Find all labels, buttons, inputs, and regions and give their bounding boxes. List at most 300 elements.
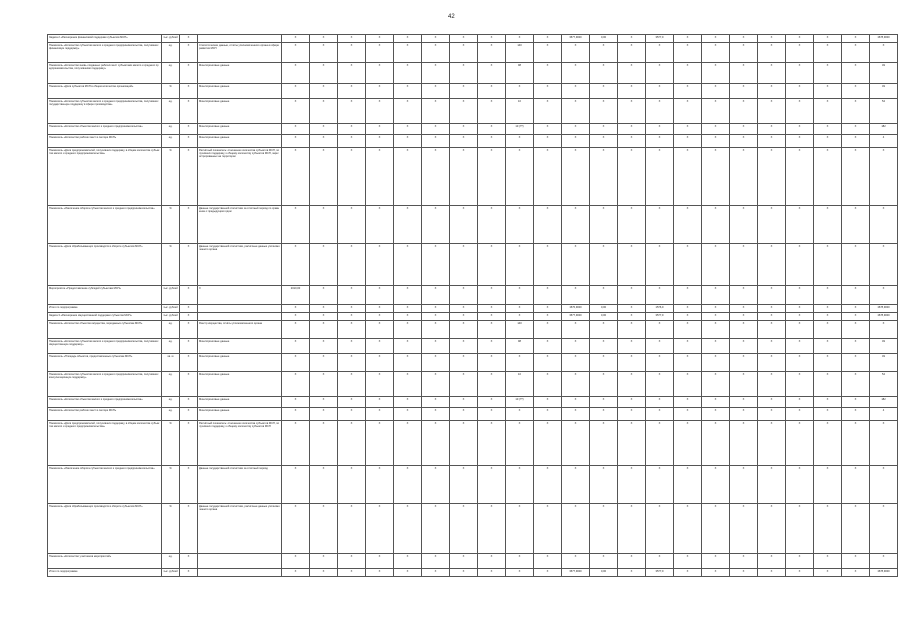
unit-cell: ед. <box>162 554 180 569</box>
value-cell: X <box>478 321 506 339</box>
value-cell: X <box>338 286 366 305</box>
value-cell: X <box>366 148 394 206</box>
row-name-cell: Показатель «Количество рабочих мест в секторе МСП» <box>48 135 162 148</box>
code-cell: X <box>180 148 198 206</box>
value-cell: X <box>590 372 618 397</box>
value-cell: X <box>702 124 730 135</box>
value-cell: X <box>450 148 478 206</box>
value-cell: 140 <box>506 43 534 63</box>
value-cell: X <box>534 124 562 135</box>
value-cell: X <box>786 148 814 206</box>
row-name-cell: Показатель «Количество рабочих мест в секторе МСП» <box>48 408 162 421</box>
method-cell <box>198 569 282 577</box>
value-cell: X <box>730 124 758 135</box>
value-cell: 10 (??) <box>506 397 534 408</box>
value-cell: X <box>394 408 422 421</box>
value-cell: X <box>478 372 506 397</box>
value-cell: X <box>338 84 366 99</box>
value-cell: X <box>842 321 870 339</box>
value-cell: X <box>282 124 310 135</box>
value-cell: X <box>366 504 394 554</box>
value-cell: X <box>366 569 394 577</box>
value-cell: X <box>702 84 730 99</box>
value-cell: X <box>310 99 338 124</box>
value-cell: X <box>618 286 646 305</box>
value-cell: X <box>702 148 730 206</box>
method-cell: Данные государственной статистики за отчётный период <box>198 466 282 504</box>
method-cell: Данные государственной статистики, расчётные данные уполномоченного органа <box>198 244 282 286</box>
value-cell: X <box>310 421 338 466</box>
value-cell: X <box>282 84 310 99</box>
value-cell: X <box>786 554 814 569</box>
unit-cell: тыс. рублей <box>162 569 180 577</box>
value-cell: X <box>394 372 422 397</box>
value-cell: X <box>814 99 842 124</box>
value-cell: X <box>674 554 702 569</box>
value-cell: X <box>618 135 646 148</box>
method-cell: Мониторинговые данные <box>198 124 282 135</box>
value-cell: X <box>394 244 422 286</box>
code-cell: X <box>180 43 198 63</box>
value-cell: X <box>394 466 422 504</box>
value-cell: X <box>702 135 730 148</box>
value-cell: X <box>310 554 338 569</box>
value-cell: X <box>870 466 898 504</box>
value-cell: X <box>646 504 674 554</box>
value-cell: X <box>646 466 674 504</box>
value-cell: X <box>394 313 422 321</box>
row-name-cell: Показатель «Количество объектов малого и среднего предпринимательства» <box>48 397 162 408</box>
value-cell: X <box>702 421 730 466</box>
value-cell: X <box>282 354 310 372</box>
value-cell: X <box>730 206 758 244</box>
value-cell: X <box>730 135 758 148</box>
value-cell: X <box>842 408 870 421</box>
unit-cell: ед. <box>162 372 180 397</box>
value-cell: 49 <box>870 63 898 84</box>
row-name-cell: Показатель «Количество объектов имущества, переданных субъектам МСП» <box>48 321 162 339</box>
value-cell: X <box>450 305 478 313</box>
value-cell: X <box>310 35 338 43</box>
value-cell: X <box>506 305 534 313</box>
value-cell: X <box>646 63 674 84</box>
row-name-cell: Показатель «Доля обрабатывающих производств в обороте субъектов МСП» <box>48 244 162 286</box>
value-cell: X <box>338 148 366 206</box>
value-cell: X <box>702 354 730 372</box>
value-cell: X <box>282 135 310 148</box>
value-cell: X <box>478 305 506 313</box>
value-cell: X <box>758 554 786 569</box>
table-row <box>48 408 898 421</box>
value-cell: X <box>534 321 562 339</box>
value-cell: X <box>394 321 422 339</box>
method-cell: Мониторинговые данные <box>198 84 282 99</box>
value-cell: X <box>730 99 758 124</box>
method-cell: Мониторинговые данные <box>198 135 282 148</box>
value-cell: X <box>534 63 562 84</box>
value-cell: X <box>674 466 702 504</box>
value-cell: X <box>618 313 646 321</box>
row-name-cell: Мероприятие «Предоставление субсидий субъектам МСП» <box>48 286 162 305</box>
value-cell: X <box>758 408 786 421</box>
value-cell: X <box>618 148 646 206</box>
value-cell: 3577,9000 <box>562 569 590 577</box>
table-row <box>48 372 898 397</box>
value-cell: X <box>282 63 310 84</box>
value-cell: 49 <box>870 84 898 99</box>
unit-cell: тыс. рублей <box>162 313 180 321</box>
value-cell: X <box>758 84 786 99</box>
value-cell: X <box>282 466 310 504</box>
value-cell: X <box>338 504 366 554</box>
page-number: 42 <box>448 14 455 20</box>
value-cell: X <box>478 421 506 466</box>
value-cell: X <box>422 63 450 84</box>
value-cell: X <box>450 408 478 421</box>
value-cell: X <box>814 372 842 397</box>
value-cell: X <box>814 569 842 577</box>
unit-cell: % <box>162 148 180 206</box>
value-cell: X <box>366 466 394 504</box>
value-cell: X <box>366 354 394 372</box>
value-cell: X <box>562 421 590 466</box>
value-cell: X <box>422 124 450 135</box>
value-cell: X <box>534 35 562 43</box>
value-cell: X <box>814 135 842 148</box>
value-cell: 182 <box>870 397 898 408</box>
value-cell: X <box>842 397 870 408</box>
value-cell: X <box>758 354 786 372</box>
value-cell: X <box>758 569 786 577</box>
value-cell: X <box>814 35 842 43</box>
value-cell: X <box>674 35 702 43</box>
value-cell: X <box>842 339 870 354</box>
value-cell: X <box>450 569 478 577</box>
value-cell: X <box>506 354 534 372</box>
value-cell: X <box>758 124 786 135</box>
value-cell: X <box>646 206 674 244</box>
value-cell: X <box>646 124 674 135</box>
value-cell: 10 <box>506 372 534 397</box>
value-cell: 98 <box>506 63 534 84</box>
table-row <box>48 554 898 569</box>
value-cell: X <box>282 99 310 124</box>
value-cell: X <box>814 339 842 354</box>
value-cell: X <box>562 286 590 305</box>
value-cell: X <box>534 286 562 305</box>
code-cell: X <box>180 135 198 148</box>
value-cell: X <box>338 397 366 408</box>
value-cell: X <box>618 244 646 286</box>
method-cell <box>198 305 282 313</box>
value-cell: X <box>562 554 590 569</box>
value-cell: X <box>674 244 702 286</box>
value-cell: X <box>842 99 870 124</box>
value-cell: X <box>366 421 394 466</box>
method-cell: Мониторинговые данные <box>198 339 282 354</box>
value-cell: X <box>338 354 366 372</box>
unit-cell: ед. <box>162 99 180 124</box>
code-cell: X <box>180 421 198 466</box>
value-cell: 1578,9000 <box>870 569 898 577</box>
row-name-cell: Показатель «Количество вновь созданных рабочих мест субъектами малого и среднего предпринимательства, получившими поддержку» <box>48 63 162 84</box>
value-cell: X <box>730 554 758 569</box>
value-cell: X <box>366 305 394 313</box>
value-cell: X <box>394 124 422 135</box>
value-cell: X <box>338 35 366 43</box>
value-cell: X <box>366 99 394 124</box>
value-cell: X <box>310 135 338 148</box>
value-cell: X <box>366 554 394 569</box>
table-row <box>48 244 898 286</box>
value-cell: X <box>478 43 506 63</box>
value-cell: X <box>870 286 898 305</box>
value-cell: X <box>674 124 702 135</box>
code-cell: X <box>180 504 198 554</box>
value-cell: X <box>450 372 478 397</box>
value-cell: X <box>590 63 618 84</box>
value-cell: X <box>758 148 786 206</box>
value-cell: X <box>562 206 590 244</box>
value-cell: X <box>702 43 730 63</box>
value-cell: X <box>422 339 450 354</box>
value-cell: X <box>786 135 814 148</box>
value-cell: X <box>282 421 310 466</box>
value-cell: X <box>562 124 590 135</box>
value-cell: X <box>730 43 758 63</box>
table-row <box>48 305 898 313</box>
value-cell: X <box>814 554 842 569</box>
value-cell: X <box>338 99 366 124</box>
value-cell: X <box>394 135 422 148</box>
value-cell: X <box>562 321 590 339</box>
value-cell: X <box>310 408 338 421</box>
value-cell: X <box>786 63 814 84</box>
value-cell: X <box>506 313 534 321</box>
value-cell: X <box>562 354 590 372</box>
value-cell: X <box>506 421 534 466</box>
value-cell: X <box>366 286 394 305</box>
value-cell: X <box>814 466 842 504</box>
value-cell: X <box>842 148 870 206</box>
method-cell: Данные государственной статистики за отчётный период по сравнению с предыдущим годом <box>198 206 282 244</box>
value-cell: X <box>282 554 310 569</box>
value-cell: X <box>646 421 674 466</box>
value-cell: X <box>478 504 506 554</box>
value-cell: 0,00 <box>590 305 618 313</box>
value-cell: X <box>646 135 674 148</box>
value-cell: X <box>702 35 730 43</box>
value-cell: X <box>618 466 646 504</box>
value-cell: X <box>870 504 898 554</box>
value-cell: X <box>478 313 506 321</box>
value-cell: 1578,9000 <box>870 35 898 43</box>
value-cell: X <box>702 408 730 421</box>
value-cell: X <box>422 99 450 124</box>
unit-cell: % <box>162 466 180 504</box>
value-cell: X <box>786 354 814 372</box>
value-cell: X <box>814 354 842 372</box>
value-cell: X <box>786 286 814 305</box>
value-cell: 3577,9000 <box>562 35 590 43</box>
value-cell: X <box>310 321 338 339</box>
method-cell: Мониторинговые данные <box>198 354 282 372</box>
value-cell: X <box>646 321 674 339</box>
value-cell: X <box>450 244 478 286</box>
value-cell: X <box>422 408 450 421</box>
value-cell: X <box>394 305 422 313</box>
value-cell: 54 <box>870 372 898 397</box>
table-row <box>48 99 898 124</box>
value-cell: X <box>814 397 842 408</box>
value-cell: X <box>562 84 590 99</box>
value-cell: X <box>758 244 786 286</box>
value-cell: X <box>786 206 814 244</box>
method-cell <box>198 554 282 569</box>
value-cell: X <box>870 554 898 569</box>
code-cell: X <box>180 244 198 286</box>
value-cell: X <box>310 63 338 84</box>
table-row <box>48 148 898 206</box>
value-cell: X <box>562 339 590 354</box>
value-cell: X <box>730 466 758 504</box>
value-cell: X <box>394 504 422 554</box>
value-cell: X <box>310 244 338 286</box>
value-cell: X <box>506 504 534 554</box>
value-cell: X <box>702 206 730 244</box>
value-cell: X <box>730 305 758 313</box>
value-cell: X <box>282 397 310 408</box>
method-cell: Данные государственной статистики, расчётные данные уполномоченного органа <box>198 504 282 554</box>
method-cell: Мониторинговые данные <box>198 397 282 408</box>
value-cell: X <box>450 99 478 124</box>
code-cell: X <box>180 397 198 408</box>
value-cell: X <box>506 135 534 148</box>
value-cell: X <box>590 244 618 286</box>
value-cell: X <box>618 339 646 354</box>
value-cell: X <box>786 305 814 313</box>
value-cell: X <box>674 421 702 466</box>
value-cell: X <box>814 84 842 99</box>
value-cell: X <box>534 43 562 63</box>
value-cell: X <box>282 339 310 354</box>
value-cell: X <box>618 35 646 43</box>
value-cell: X <box>282 372 310 397</box>
value-cell: X <box>534 305 562 313</box>
value-cell: X <box>870 244 898 286</box>
value-cell: 10 <box>506 99 534 124</box>
row-name-cell: Показатель «Доля предпринимателей, получивших поддержку, в общем количестве субъектов малого и среднего предпринимательства» <box>48 421 162 466</box>
value-cell: X <box>730 63 758 84</box>
value-cell: 3577,9000 <box>562 313 590 321</box>
value-cell: X <box>674 99 702 124</box>
value-cell: 2010,00 <box>282 286 310 305</box>
value-cell: X <box>814 124 842 135</box>
value-cell: X <box>478 124 506 135</box>
table-row <box>48 286 898 305</box>
table-row <box>48 313 898 321</box>
value-cell: 1576,9000 <box>562 305 590 313</box>
value-cell: X <box>394 397 422 408</box>
value-cell: X <box>674 148 702 206</box>
value-cell: X <box>282 206 310 244</box>
value-cell: X <box>394 421 422 466</box>
value-cell: X <box>366 408 394 421</box>
value-cell: X <box>366 244 394 286</box>
value-cell: 1576,9 <box>646 305 674 313</box>
value-cell: X <box>842 372 870 397</box>
value-cell: X <box>842 43 870 63</box>
value-cell: X <box>730 421 758 466</box>
value-cell: X <box>310 372 338 397</box>
value-cell: X <box>786 124 814 135</box>
value-cell: X <box>590 504 618 554</box>
code-cell: X <box>180 339 198 354</box>
unit-cell: % <box>162 84 180 99</box>
value-cell: X <box>702 321 730 339</box>
value-cell: X <box>394 35 422 43</box>
value-cell: X <box>842 63 870 84</box>
value-cell: X <box>562 43 590 63</box>
value-cell: X <box>478 408 506 421</box>
value-cell: X <box>786 84 814 99</box>
value-cell: X <box>870 148 898 206</box>
value-cell: X <box>310 286 338 305</box>
value-cell: X <box>506 206 534 244</box>
value-cell: X <box>562 148 590 206</box>
value-cell: X <box>786 569 814 577</box>
value-cell: X <box>702 397 730 408</box>
value-cell: X <box>870 43 898 63</box>
value-cell: X <box>478 354 506 372</box>
value-cell: X <box>786 421 814 466</box>
row-name-cell: Показатель «Количество субъектов малого и среднего предпринимательства, получивших имущественную поддержку» <box>48 339 162 354</box>
value-cell: X <box>310 504 338 554</box>
value-cell: X <box>730 397 758 408</box>
value-cell: X <box>814 321 842 339</box>
value-cell: X <box>618 63 646 84</box>
value-cell: X <box>842 569 870 577</box>
value-cell: X <box>646 372 674 397</box>
value-cell: X <box>674 206 702 244</box>
value-cell: X <box>422 372 450 397</box>
table-row <box>48 124 898 135</box>
value-cell: X <box>646 244 674 286</box>
value-cell: X <box>534 206 562 244</box>
value-cell: X <box>422 135 450 148</box>
value-cell: X <box>702 569 730 577</box>
value-cell: X <box>450 504 478 554</box>
code-cell: X <box>180 466 198 504</box>
value-cell: 4 <box>870 135 898 148</box>
value-cell: X <box>338 135 366 148</box>
value-cell: X <box>282 35 310 43</box>
value-cell: X <box>842 244 870 286</box>
row-name-cell: Показатель «Количество субъектов малого и среднего предпринимательства, получивших финансовую поддержку» <box>48 43 162 63</box>
value-cell: X <box>618 99 646 124</box>
value-cell: X <box>338 554 366 569</box>
value-cell: X <box>730 504 758 554</box>
row-name-cell: Задача 3 «Расширение имущественной поддержки субъектов МСП» <box>48 313 162 321</box>
value-cell: X <box>394 206 422 244</box>
value-cell: X <box>786 397 814 408</box>
unit-cell: тыс. рублей <box>162 305 180 313</box>
value-cell: X <box>282 43 310 63</box>
value-cell: X <box>590 286 618 305</box>
value-cell: X <box>590 354 618 372</box>
value-cell: X <box>814 206 842 244</box>
value-cell: X <box>422 35 450 43</box>
